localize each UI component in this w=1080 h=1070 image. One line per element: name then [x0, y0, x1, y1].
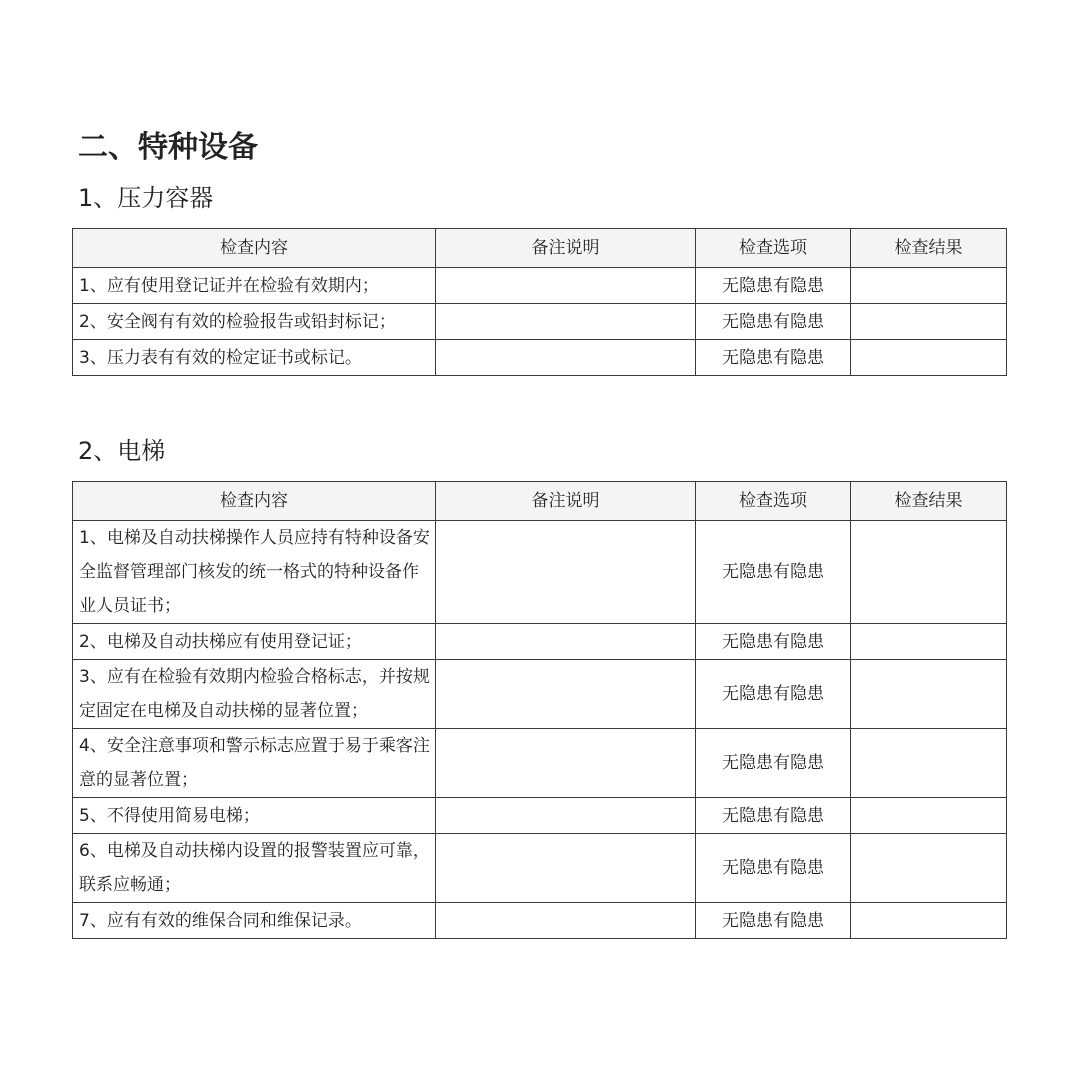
check-result-cell[interactable]	[851, 340, 1007, 376]
header-check-option: 检查选项	[696, 482, 851, 521]
check-result-cell[interactable]	[851, 268, 1007, 304]
check-content-cell: 3、压力表有有效的检定证书或标记。	[73, 340, 436, 376]
header-check-result: 检查结果	[851, 482, 1007, 521]
check-content-cell: 3、应有在检验有效期内检验合格标志，并按规定固定在电梯及自动扶梯的显著位置；	[73, 660, 436, 729]
remark-cell[interactable]	[436, 624, 696, 660]
remark-cell[interactable]	[436, 798, 696, 834]
check-content-cell: 1、应有使用登记证并在检验有效期内；	[73, 268, 436, 304]
table-header-row	[73, 229, 1007, 268]
header-remark: 备注说明	[436, 229, 696, 268]
header-check-result: 检查结果	[851, 229, 1007, 268]
pressure-vessel-table	[72, 228, 1007, 376]
check-option-cell[interactable]: 无隐患有隐患	[696, 729, 851, 798]
remark-cell[interactable]	[436, 834, 696, 903]
remark-cell[interactable]	[436, 729, 696, 798]
check-content-cell: 7、应有有效的维保合同和维保记录。	[73, 903, 436, 939]
check-result-cell[interactable]	[851, 903, 1007, 939]
check-option-cell[interactable]: 无隐患有隐患	[696, 340, 851, 376]
elevator-table	[72, 481, 1007, 939]
check-option-cell[interactable]: 无隐患有隐患	[696, 903, 851, 939]
header-check-content: 检查内容	[73, 482, 436, 521]
table-row	[73, 729, 1007, 798]
table-header-row	[73, 482, 1007, 521]
check-result-cell[interactable]	[851, 624, 1007, 660]
remark-cell[interactable]	[436, 660, 696, 729]
check-content-cell: 4、安全注意事项和警示标志应置于易于乘客注意的显著位置；	[73, 729, 436, 798]
section-title: 二、特种设备	[78, 130, 258, 165]
remark-cell[interactable]	[436, 521, 696, 624]
table-row	[73, 521, 1007, 624]
table-row	[73, 903, 1007, 939]
check-result-cell[interactable]	[851, 521, 1007, 624]
check-option-cell[interactable]: 无隐患有隐患	[696, 624, 851, 660]
table-row	[73, 268, 1007, 304]
table-row	[73, 340, 1007, 376]
header-remark: 备注说明	[436, 482, 696, 521]
check-option-cell[interactable]: 无隐患有隐患	[696, 268, 851, 304]
table-row	[73, 304, 1007, 340]
check-content-cell: 2、安全阀有有效的检验报告或铅封标记；	[73, 304, 436, 340]
check-result-cell[interactable]	[851, 834, 1007, 903]
check-content-cell: 2、电梯及自动扶梯应有使用登记证；	[73, 624, 436, 660]
remark-cell[interactable]	[436, 304, 696, 340]
check-option-cell[interactable]: 无隐患有隐患	[696, 521, 851, 624]
remark-cell[interactable]	[436, 903, 696, 939]
table-row	[73, 834, 1007, 903]
check-result-cell[interactable]	[851, 304, 1007, 340]
remark-cell[interactable]	[436, 268, 696, 304]
table-row	[73, 798, 1007, 834]
check-option-cell[interactable]: 无隐患有隐患	[696, 834, 851, 903]
check-content-cell: 6、电梯及自动扶梯内设置的报警装置应可靠，联系应畅通；	[73, 834, 436, 903]
check-result-cell[interactable]	[851, 660, 1007, 729]
header-check-content: 检查内容	[73, 229, 436, 268]
table-row	[73, 660, 1007, 729]
remark-cell[interactable]	[436, 340, 696, 376]
header-check-option: 检查选项	[696, 229, 851, 268]
check-result-cell[interactable]	[851, 798, 1007, 834]
check-option-cell[interactable]: 无隐患有隐患	[696, 660, 851, 729]
table-row	[73, 624, 1007, 660]
check-content-cell: 5、不得使用简易电梯；	[73, 798, 436, 834]
check-content-cell: 1、电梯及自动扶梯操作人员应持有特种设备安全监督管理部门核发的统一格式的特种设备作业人员证书；	[73, 521, 436, 624]
pressure-vessel-title: 1、压力容器	[78, 184, 214, 212]
check-option-cell[interactable]: 无隐患有隐患	[696, 304, 851, 340]
check-result-cell[interactable]	[851, 729, 1007, 798]
check-option-cell[interactable]: 无隐患有隐患	[696, 798, 851, 834]
elevator-title: 2、电梯	[78, 437, 166, 465]
